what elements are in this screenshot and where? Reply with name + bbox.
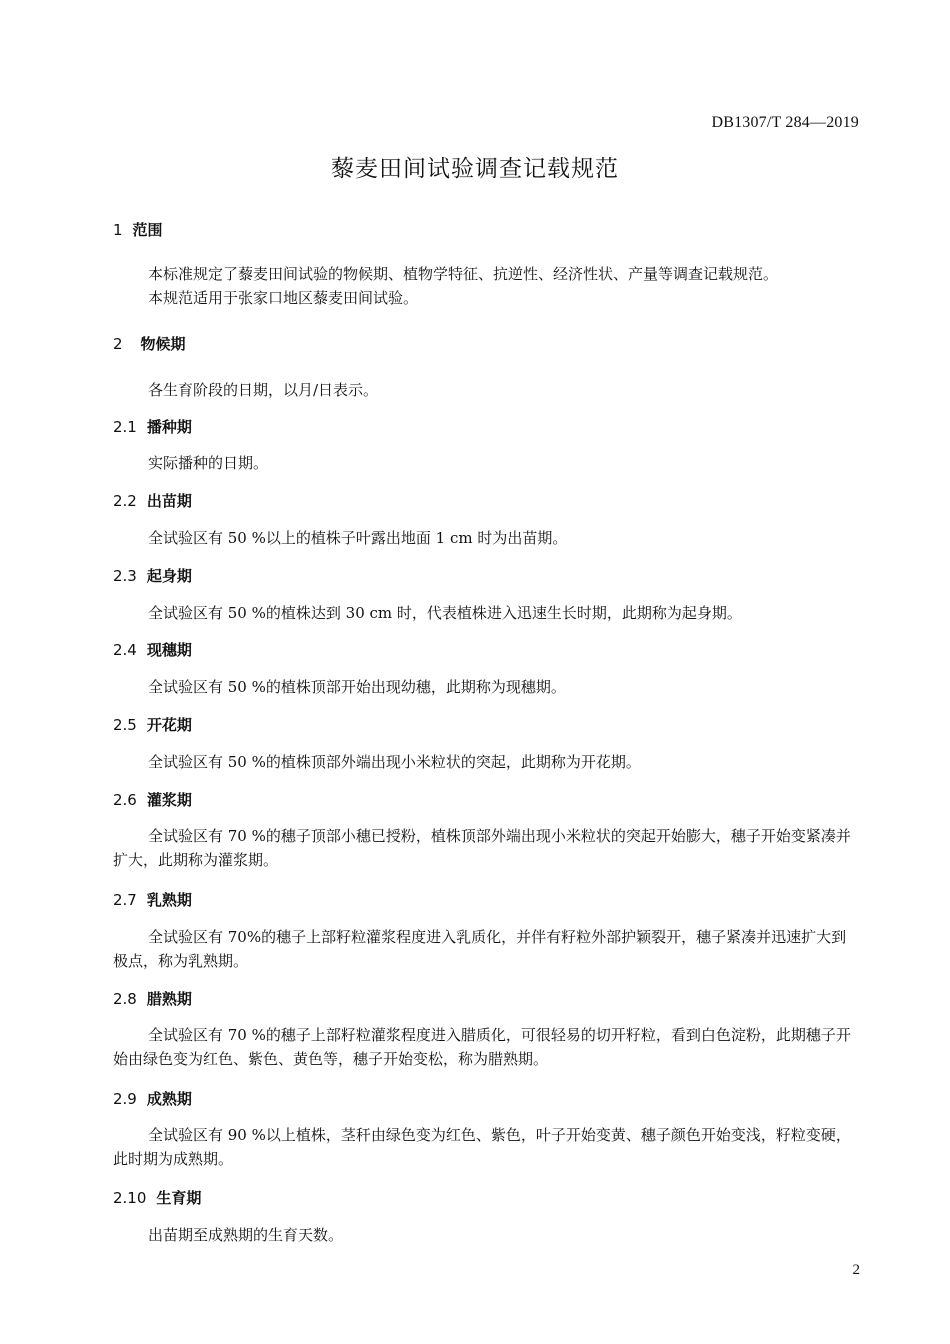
section-2-1-paragraph: 实际播种的日期。 (148, 454, 269, 472)
section-title: 现穗期 (146, 641, 192, 659)
section-2-9-heading (113, 1088, 192, 1109)
section-2-2-heading (113, 490, 192, 511)
section-number: 2.2 (113, 492, 137, 510)
section-2-6-heading (113, 789, 192, 810)
section-2-paragraph: 各生育阶段的日期，以月/日表示。 (148, 381, 379, 399)
section-number: 2.10 (113, 1189, 147, 1207)
document-title: 藜麦田间试验调查记载规范 (331, 156, 619, 182)
section-title: 乳熟期 (146, 891, 192, 909)
section-2-6-paragraph: 全试验区有 70 %的穗子顶部小穗已授粉，植株顶部外端出现小米粒状的突起开始膨大，穗子开始变紧凑并扩大，此期称为灌浆期。 (113, 827, 851, 869)
section-2-5-heading (113, 714, 192, 735)
section-2-7-paragraph: 全试验区有 70%的穗子上部籽粒灌浆程度进入乳质化，并伴有籽粒外部护颖裂开，穗子紧凑并迅速扩大到极点，称为乳熟期。 (113, 928, 847, 970)
section-title: 成熟期 (146, 1090, 192, 1108)
section-number: 2.5 (113, 716, 137, 734)
section-1-paragraph-2: 本规范适用于张家口地区藜麦田间试验。 (148, 289, 419, 307)
section-number: 2.4 (113, 641, 137, 659)
section-2-4-heading (113, 639, 192, 660)
section-2-8-paragraph: 全试验区有 70 %的穗子上部籽粒灌浆程度进入腊质化，可很轻易的切开籽粒，看到白色淀粉，此期穗子开始由绿色变为红色、紫色、黄色等，穗子开始变松，称为腊熟期。 (113, 1026, 851, 1068)
section-title: 出苗期 (146, 492, 192, 510)
section-2-9-paragraph: 全试验区有 90 %以上植株，茎秆由绿色变为红色、紫色，叶子开始变黄、穗子颜色开始变浅，籽粒变硬，此时期为成熟期。 (113, 1126, 851, 1168)
section-title: 开花期 (146, 716, 192, 734)
section-number: 2.8 (113, 990, 137, 1008)
section-2-8-heading (113, 988, 192, 1009)
section-2-10-paragraph: 出苗期至成熟期的生育天数。 (148, 1226, 344, 1244)
section-title: 生育期 (156, 1189, 202, 1207)
section-number: 2.9 (113, 1090, 137, 1108)
section-number: 2.6 (113, 791, 137, 809)
section-2-4-paragraph: 全试验区有 50 %的植株顶部开始出现幼穗，此期称为现穗期。 (148, 678, 566, 696)
section-2-3-heading (113, 565, 192, 586)
section-number: 2.3 (113, 567, 137, 585)
section-number: 2.7 (113, 891, 137, 909)
section-2-2-paragraph: 全试验区有 50 %以上的植株子叶露出地面 1 cm 时为出苗期。 (148, 529, 568, 547)
section-1-paragraph-1: 本标准规定了藜麦田间试验的物候期、植物学特征、抗逆性、经济性状、产量等调查记载规范。 (148, 265, 779, 283)
section-2-5-paragraph: 全试验区有 50 %的植株顶部外端出现小米粒状的突起，此期称为开花期。 (148, 753, 641, 771)
section-1-heading (113, 219, 163, 240)
section-title: 物候期 (140, 335, 186, 353)
section-2-3-paragraph: 全试验区有 50 %的植株达到 30 cm 时，代表植株进入迅速生长时期，此期称为起身期。 (148, 604, 742, 622)
section-title: 起身期 (146, 567, 192, 585)
section-2-10-heading (113, 1187, 201, 1208)
section-title: 范围 (132, 221, 163, 239)
section-title: 腊熟期 (146, 990, 192, 1008)
section-number: 1 (113, 221, 123, 239)
section-title: 播种期 (146, 418, 192, 436)
section-number: 2.1 (113, 418, 137, 436)
section-2-1-heading (113, 416, 192, 437)
page-number: 2 (852, 1262, 860, 1278)
standard-code: DB1307/T 284—2019 (711, 114, 859, 131)
section-2-heading (113, 333, 186, 354)
section-title: 灌浆期 (146, 791, 192, 809)
section-2-7-heading (113, 889, 192, 910)
section-number: 2 (113, 335, 123, 353)
